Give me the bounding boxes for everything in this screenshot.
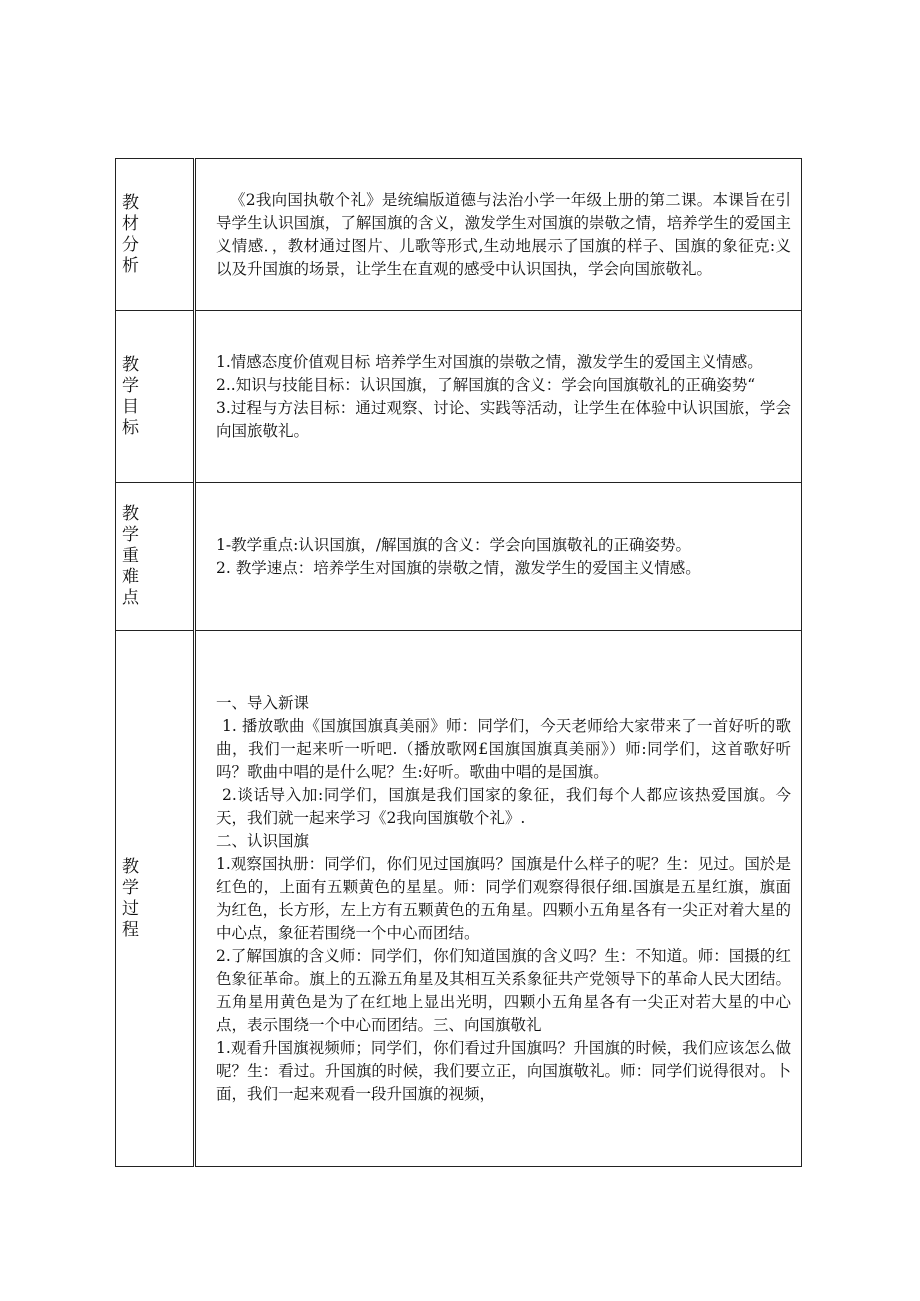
row-label-teaching-process: 教学过程 [122,856,139,940]
process-paragraph: 2.了解国旗的含义师：同学们，你们知道国旗的含义吗？生：不知道。师：国摄的红色象征革命。旗上的五滁五角星及其相互关系象征共产党领导下的革命人民大团结。五角星用黄色是为了在红地上显出光明，四颗小五角星各有一尖正对若大星的中心点，表示围绕一个中心而团结。三、向国旗敬礼 [216,946,791,1034]
row-label-cell [116,311,195,483]
table-row-key-difficult-points [116,483,802,631]
process-paragraph: 1. 播放歌曲《国旗国旗真美丽》师：同学们，今天老师给大家带来了一首好听的歌曲，我们一起来听一听吧.（播放歌网£国旗国旗真美丽》）师:同学们，这首歌好听吗？歌曲中唱的是什么呢？生:好听。歌曲中唱的是国旗。 [216,716,791,781]
row-content-cell [195,159,802,311]
lesson-plan-table [115,158,802,1167]
row-label-cell [116,631,195,1167]
row-label-cell [116,159,195,311]
process-paragraph: 1.观察国执册：同学们，你们见过国旗吗？国旗是什么样子的呢？生：见过。国於是红色的，上面有五颗黄色的星星。师：同学们观察得很仔细.国旗是五星红旗，旗面为红色，长方形，左上方有五颗黄色的五角星。四颗小五角星各有一尖正对着大星的中心点，象征若围绕一个中心而团结。 [216,854,791,942]
row-content-cell [195,483,802,631]
row-label-material-analysis: 教材分析 [122,192,139,276]
goal-item-2: 2..知识与技能目标：认识国旗，了解国旗的含义：学会向国旗敬礼的正确姿势“ [216,375,756,394]
goal-item-1: 1.情感态度价值观目标 培养学生对国旗的崇敬之情，激发学生的爱国主义情感。 [216,352,763,371]
material-analysis-text: 《2我向国执敬个礼》是统编版道德与法治小学一年级上册的第二课。本课旨在引导学生认识国旗，了解国旗的含义，激发学生对国旗的崇敬之情，培养学生的爱国主义情感．，教材通过图片、儿歌等形式,生动地展示了国旗的样子、国旗的象征克:义以及升国旗的场景，让学生在直观的感受中认识国执，学会向国旅敬礼。 [216,190,791,278]
key-point-item-1: 1-教学重点:认识国旗，/解国旗的含义：学会向国旗敬礼的正确姿势。 [216,535,692,554]
process-section-heading: 二、认识国旗 [216,831,310,850]
row-label-cell [116,483,195,631]
table-row-material-analysis [116,159,802,311]
table-row-teaching-process [116,631,802,1167]
process-section-heading: 一、导入新课 [216,693,310,712]
process-paragraph: 1.观看升国旗视频师；同学们，你们看过升国旗吗？升国旗的时候，我们应该怎么做呢？生：看过。升国旗的时候，我们要立正，向国旗敬礼。师：同学们说得很对。卜面，我们一起来观看一段升国旗的视频， [216,1038,791,1103]
row-content-cell [195,311,802,483]
process-paragraph: 2.谈话导入加:同学们，国旗是我们国家的象征，我们每个人都应该热爱国旗。今天，我们就一起来学习《2我向国旗敬个礼》. [216,785,791,827]
goal-item-3: 3.过程与方法目标：通过观察、讨论、实践等活动，让学生在体验中认识国旅，学会向国旅敬礼。 [216,398,791,440]
table-row-teaching-goals [116,311,802,483]
key-point-item-2: 2. 教学速点：培养学生对国旗的崇敬之情，激发学生的爱国主义情感。 [216,558,701,577]
row-content-cell [195,631,802,1167]
row-label-teaching-goals: 教学目标 [122,354,139,438]
row-label-key-points: 教学重难点 [122,504,139,608]
